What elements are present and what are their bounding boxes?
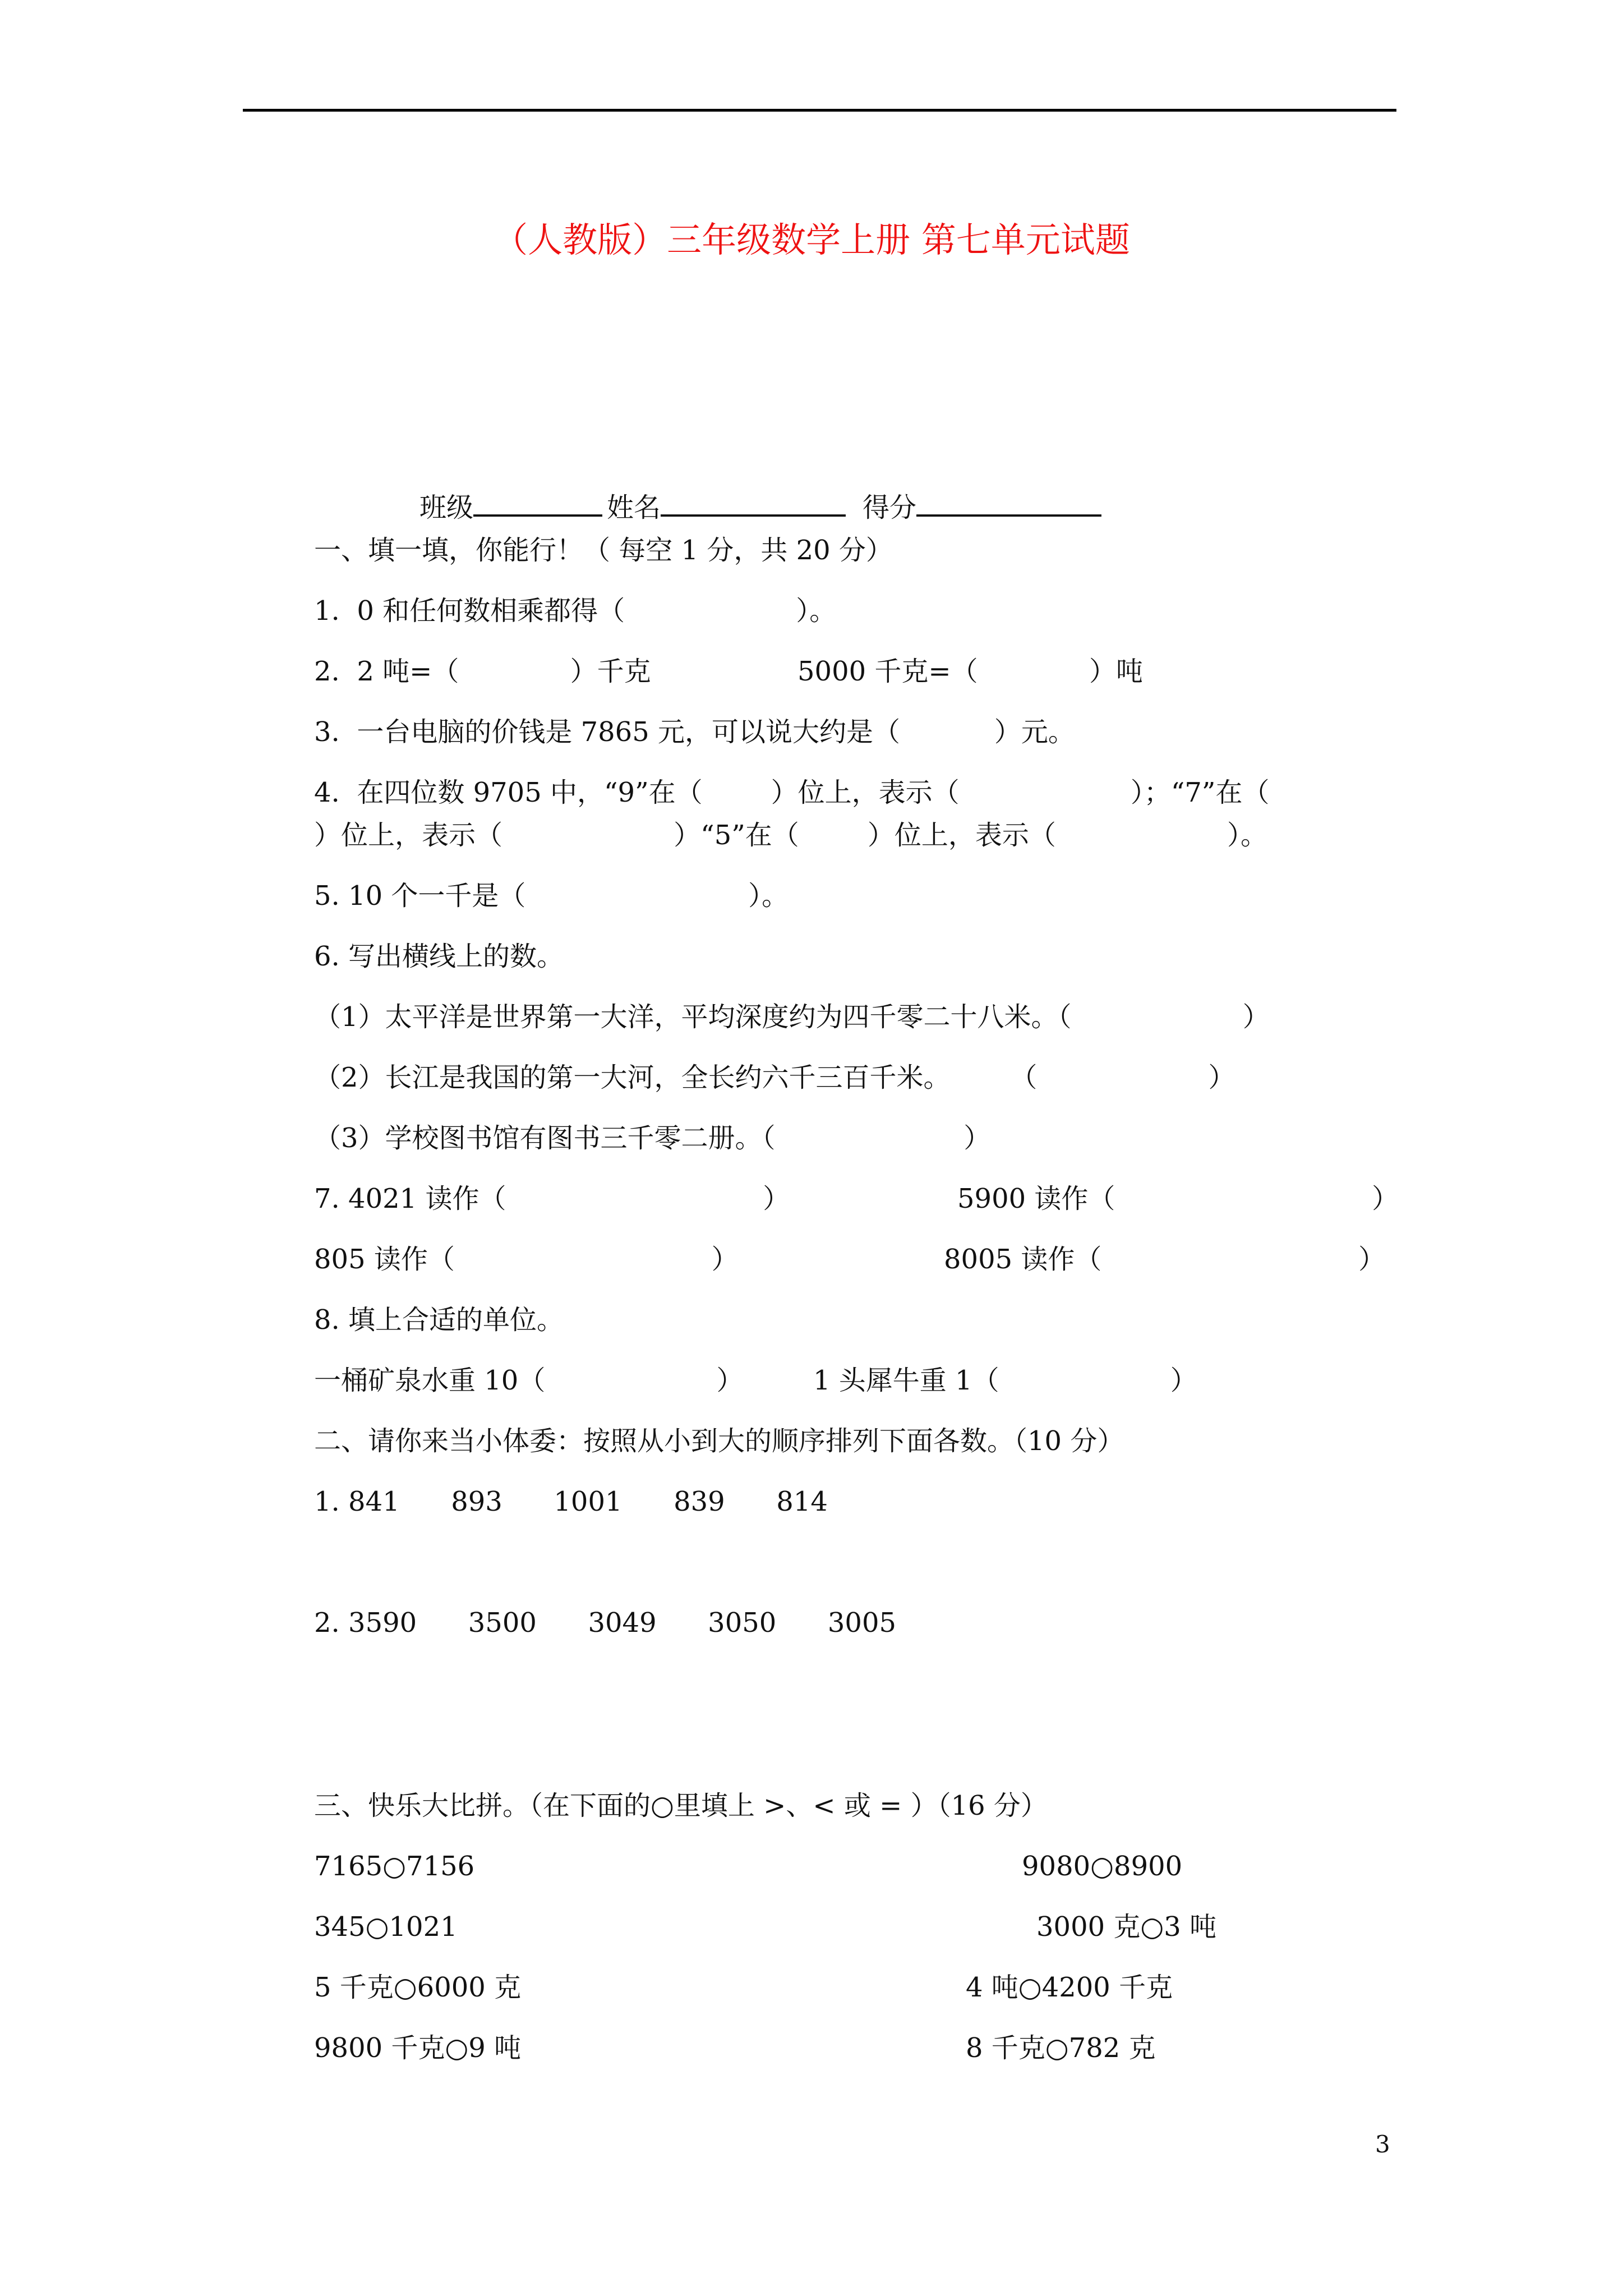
question-1-5: 5. 10 个一千是（ ）。: [314, 880, 789, 912]
name-label: 姓名: [607, 492, 661, 523]
question-1-4b: ）位上，表示（ ）“5”在（ ）位上，表示（ ）。: [314, 820, 1267, 851]
question-1-7c: 805 读作（ ）: [314, 1244, 739, 1275]
compare-item: 5 千克○6000 克: [314, 1972, 522, 2003]
compare-item: 9800 千克○9 吨: [314, 2032, 522, 2064]
question-1-8b: 1 头犀牛重 1（ ）: [813, 1365, 1197, 1396]
compare-item: 3000 克○3 吨: [1036, 1911, 1217, 1943]
compare-item: 7165○7156: [314, 1851, 475, 1882]
compare-item: 345○1021: [314, 1911, 458, 1943]
question-2-2: 2. 3590 3500 3049 3050 3005: [314, 1607, 897, 1639]
section-3-heading: 三、快乐大比拼。（在下面的○里填上 >、< 或 = ）（16 分）: [314, 1790, 1048, 1821]
question-1-2a: 2. 2 吨=（ ）千克: [314, 656, 651, 687]
student-info-row: [419, 489, 1106, 526]
score-label: 得分: [863, 492, 917, 523]
compare-item: 4 吨○4200 千克: [966, 1972, 1173, 2003]
question-1-6: 6. 写出横线上的数。: [314, 941, 564, 972]
section-1-heading: 一、填一填，你能行！（ 每空 1 分，共 20 分）: [314, 535, 893, 566]
score-blank[interactable]: [916, 490, 1101, 517]
question-1-6-3: （3）学校图书馆有图书三千零二册。（ ）: [314, 1122, 991, 1154]
question-1-7b: 5900 读作（ ）: [957, 1183, 1399, 1214]
header-rule: [243, 109, 1396, 112]
question-1-4a: 4. 在四位数 9705 中，“9”在（ ）位上，表示（ ）；“7”在（: [314, 777, 1270, 808]
section-2-heading: 二、请你来当小体委：按照从小到大的顺序排列下面各数。（10 分）: [314, 1425, 1124, 1457]
compare-item: 9080○8900: [1022, 1851, 1183, 1882]
question-1-7a: 7. 4021 读作（ ）: [314, 1183, 790, 1214]
page-number: 3: [1375, 2131, 1390, 2158]
question-1-6-1: （1）太平洋是世界第一大洋，平均深度约为四千零二十八米。（ ）: [314, 1001, 1270, 1033]
question-1-6-2: （2）长江是我国的第一大河，全长约六千三百千米。 （ ）: [314, 1062, 1235, 1093]
question-2-1: 1. 841 893 1001 839 814: [314, 1486, 828, 1517]
question-1-7d: 8005 读作（ ）: [944, 1244, 1386, 1275]
class-blank[interactable]: [473, 490, 602, 517]
name-blank[interactable]: [661, 490, 846, 517]
class-label: 班级: [419, 492, 474, 523]
question-1-1: 1. 0 和任何数相乘都得（ ）。: [314, 595, 837, 627]
question-1-3: 3. 一台电脑的价钱是 7865 元，可以说大约是（ ）元。: [314, 716, 1075, 748]
question-1-8a: 一桶矿泉水重 10（ ）: [314, 1365, 744, 1396]
compare-item: 8 千克○782 克: [966, 2032, 1156, 2064]
page-title: （人教版）三年级数学上册 第七单元试题: [493, 219, 1130, 260]
question-1-8: 8. 填上合适的单位。: [314, 1304, 564, 1336]
question-1-2b: 5000 千克=（ ）吨: [797, 656, 1143, 687]
